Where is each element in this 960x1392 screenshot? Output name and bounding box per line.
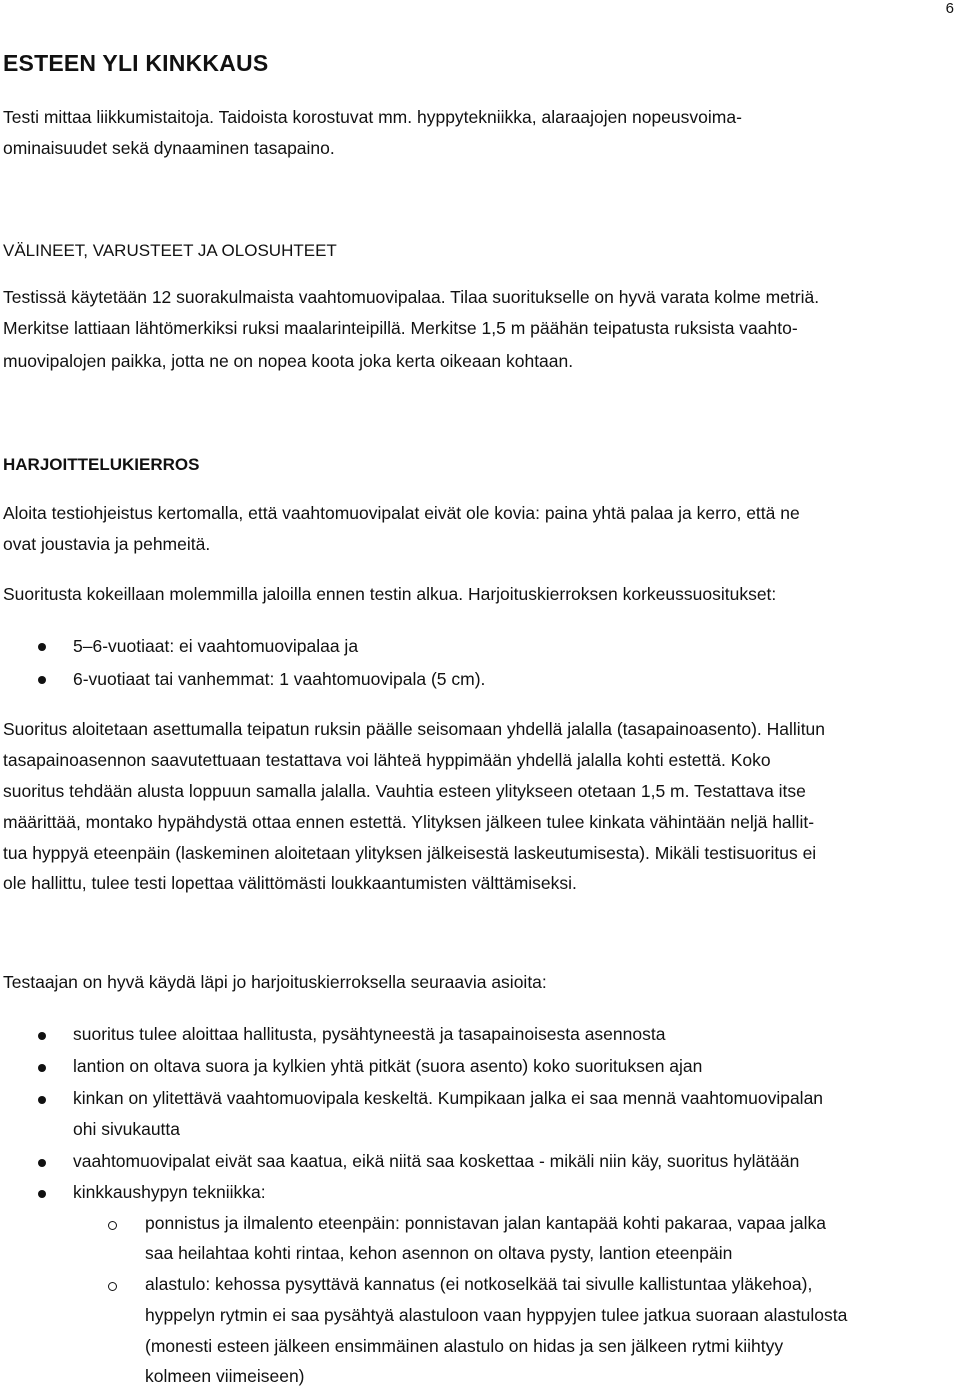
checklist-bullet-2 <box>38 1064 46 1072</box>
checklist-item-1-line-1: suoritus tulee aloittaa hallitusta, pysähtyneestä ja tasapainoisesta asennosta <box>73 1024 666 1044</box>
intro-line-1: Testi mittaa liikkumistaitoja. Taidoista korostuvat mm. hyppytekniikka, alaraajojen nopeusvoima- <box>3 107 742 127</box>
checklist-item-4-line-1: vaahtomuovipalat eivät saa kaatua, eikä niitä saa koskettaa - mikäli niin käy, suoritus hylätään <box>73 1151 800 1171</box>
equipment-line-1: Testissä käytetään 12 suorakulmaista vaahtomuovipalaa. Tilaa suoritukselle on hyvä varata kolme metriä. <box>3 287 820 307</box>
page-title: ESTEEN YLI KINKKAUS <box>3 50 269 76</box>
sub-bullet-1 <box>108 1221 117 1230</box>
sub-bullet-2 <box>108 1282 117 1291</box>
intro-line-2: ominaisuudet sekä dynaaminen tasapaino. <box>3 138 335 158</box>
practice-bullet-2-text: 6-vuotiaat tai vanhemmat: 1 vaahtomuovipala (5 cm). <box>73 669 486 689</box>
equipment-line-2a: Merkitse lattiaan lähtömerkiksi ruksi maalarinteipillä. <box>3 318 406 338</box>
practice-bullet-2 <box>38 676 46 684</box>
checklist-bullet-1 <box>38 1032 46 1040</box>
checklist-item-2-line-1: lantion on oltava suora ja kylkien yhtä pitkät (suora asento) koko suorituksen ajan <box>73 1056 703 1076</box>
practice-para3-line-5: tua hyppyä eteenpäin (laskeminen aloitetaan ylityksen jälkeisestä laskeutumisesta). Mikäli testisuoritus ei <box>3 843 817 863</box>
practice-para3-line-3: suoritus tehdään alusta loppuun samalla jalalla. Vauhtia esteen ylitykseen otetaan 1,5 m. Testattava itse <box>3 781 806 801</box>
checklist-bullet-5 <box>38 1190 46 1198</box>
subitem-2-line-1: alastulo: kehossa pysyttävä kannatus (ei notkoselkää tai sivulle kallistuntaa yläkehoa), <box>145 1274 813 1294</box>
equipment-heading: VÄLINEET, VARUSTEET JA OLOSUHTEET <box>3 241 337 260</box>
equipment-line-3: muovipalojen paikka, jotta ne on nopea koota joka kerta oikeaan kohtaan. <box>3 351 574 371</box>
practice-para3-line-1: Suoritus aloitetaan asettumalla teipatun ruksin päälle seisomaan yhdellä jalalla (tasapainoasento). Hallitun <box>3 719 826 739</box>
practice-bullet-1 <box>38 643 46 651</box>
subitem-1-line-2: saa heilahtaa kohti rintaa, kehon asennon on oltava pysty, lantion eteenpäin <box>145 1243 733 1263</box>
checklist-intro: Testaajan on hyvä käydä läpi jo harjoituskierroksella seuraavia asioita: <box>3 972 547 992</box>
practice-heading: HARJOITTELUKIERROS <box>3 455 200 474</box>
practice-para2: Suoritusta kokeillaan molemmilla jaloilla ennen testin alkua. Harjoituskierroksen korkeussuositukset: <box>3 584 777 604</box>
checklist-item-3-line-1: kinkan on ylitettävä vaahtomuovipala keskeltä. Kumpikaan jalka ei saa mennä vaahtomuovipalan <box>73 1088 824 1108</box>
subitem-2-line-4: kolmeen viimeiseen) <box>145 1366 305 1386</box>
subitem-1-line-1: ponnistus ja ilmalento eteenpäin: ponnistavan jalan kantapää kohti pakaraa, vapaa jalka <box>145 1213 827 1233</box>
checklist-bullet-4 <box>38 1159 46 1167</box>
subitem-2-line-3: (monesti esteen jälkeen ensimmäinen alastulo on hidas ja sen jälkeen rytmi kiihtyy <box>145 1336 784 1356</box>
checklist-item-3-line-2: ohi sivukautta <box>73 1119 181 1139</box>
practice-para1-line-2: ovat joustavia ja pehmeitä. <box>3 534 211 554</box>
practice-para3-line-6: ole hallittu, tulee testi lopettaa välittömästi loukkaantumisten välttämiseksi. <box>3 873 577 893</box>
page-number: 6 <box>945 0 954 17</box>
checklist-bullet-3 <box>38 1096 46 1104</box>
equipment-line-2 <box>3 313 798 344</box>
practice-para3-line-4: määrittää, montako hypähdystä ottaa ennen estettä. Ylityksen jälkeen tulee kinkata vähintään neljä hallit- <box>3 812 815 832</box>
practice-bullet-1-text: 5–6-vuotiaat: ei vaahtomuovipalaa ja <box>73 636 359 656</box>
subitem-2-line-2: hyppelyn rytmin ei saa pysähtyä alastuloon vaan hyppyjen tulee jatkua suoraan alastulosta <box>145 1305 848 1325</box>
practice-para1-line-1: Aloita testiohjeistus kertomalla, että vaahtomuovipalat eivät ole kovia: paina yhtä palaa ja kerro, että ne <box>3 503 800 523</box>
equipment-line-2b: Merkitse 1,5 m päähän teipatusta ruksista vaahto- <box>405 318 798 338</box>
practice-para3-line-2: tasapainoasennon saavutettuaan testattava voi lähteä hyppimään yhdellä jalalla kohti estettä. Koko <box>3 750 771 770</box>
checklist-item-5-line-1: kinkkaushypyn tekniikka: <box>73 1182 266 1202</box>
